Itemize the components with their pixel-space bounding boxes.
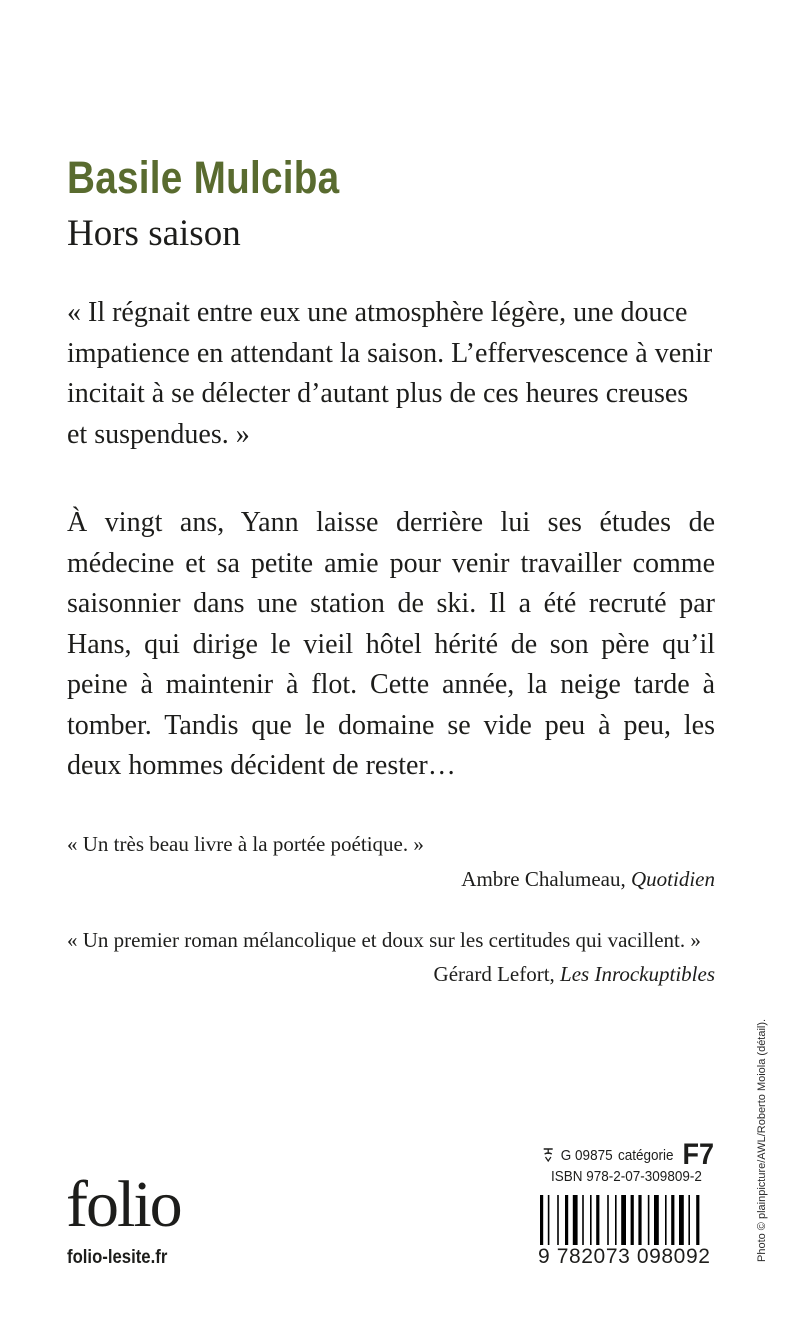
barcode-bar — [573, 1195, 578, 1247]
barcode-bar — [654, 1195, 659, 1247]
barcode-bar — [596, 1195, 599, 1247]
barcode-bar — [638, 1195, 641, 1247]
barcode-bar — [565, 1195, 568, 1247]
isbn: ISBN 978-2-07-309809-2 — [551, 1168, 702, 1185]
barcode-digits: 9 782073 098092 — [538, 1245, 714, 1269]
barcode-bar — [696, 1195, 699, 1247]
photo-credit: Photo © plainpicture/AWL/Roberto Moiola (détail). — [756, 1018, 768, 1262]
review-quote-1: « Un très beau livre à la portée poétique. » — [67, 832, 424, 856]
review-attribution-1 — [461, 864, 715, 894]
category-label: catégorie — [617, 1146, 674, 1164]
review-author-1: Ambre Chalumeau, — [461, 867, 626, 891]
barcode-bar — [671, 1195, 674, 1247]
book-title: Hors saison — [67, 213, 241, 254]
review-attribution-2 — [434, 959, 715, 989]
barcode-bar — [548, 1195, 550, 1247]
barcode-bar — [679, 1195, 684, 1247]
barcode-bar — [688, 1195, 690, 1247]
catalog-code: G 09875 — [560, 1146, 613, 1164]
review-source-2: Les Inrockuptibles — [560, 962, 715, 986]
book-author: Basile Mulciba — [67, 152, 340, 203]
book-epigraph: « Il régnait entre eux une atmosphère légère, une douce impatience en attendant la saison. L’effervescence à venir incitait à se délecter d’autant plus de ces heures creuses et suspendues. » — [67, 297, 713, 450]
barcode-bar — [557, 1195, 559, 1247]
book-summary: À vingt ans, Yann laisse derrière lui ses études de médecine et sa petite amie pour venir travailler comme saisonnier dans une station de ski. Il a été recruté par Hans, qui dirige le vieil hôtel hérité de son père qu’il peine à maintenir à flot. Cette année, la neige tarde à tomber. Tandis que le domaine se vide peu à peu, les deux hommes décident de rester… — [67, 507, 715, 781]
barcode-bar — [621, 1195, 626, 1247]
review-author-2: Gérard Lefort, — [433, 962, 555, 986]
barcode-bar — [590, 1195, 592, 1247]
review-source-1: Quotidien — [631, 867, 715, 891]
catalog-code-line — [541, 1138, 714, 1172]
category-code: F7 — [682, 1138, 715, 1171]
barcode-bar — [540, 1195, 543, 1247]
publisher-website: folio-lesite.fr — [67, 1247, 168, 1268]
publisher-logo: folio — [66, 1168, 181, 1241]
barcode-bar — [648, 1195, 650, 1247]
barcode-bars — [540, 1195, 699, 1247]
review-quote-2: « Un premier roman mélancolique et doux sur les certitudes qui vacillent. » — [67, 928, 701, 952]
barcode-bar — [615, 1195, 617, 1247]
barcode-bar — [631, 1195, 634, 1247]
barcode-bar — [665, 1195, 667, 1247]
barcode-bar — [582, 1195, 584, 1247]
kiosk-icon — [541, 1147, 555, 1163]
barcode-bar — [607, 1195, 609, 1247]
